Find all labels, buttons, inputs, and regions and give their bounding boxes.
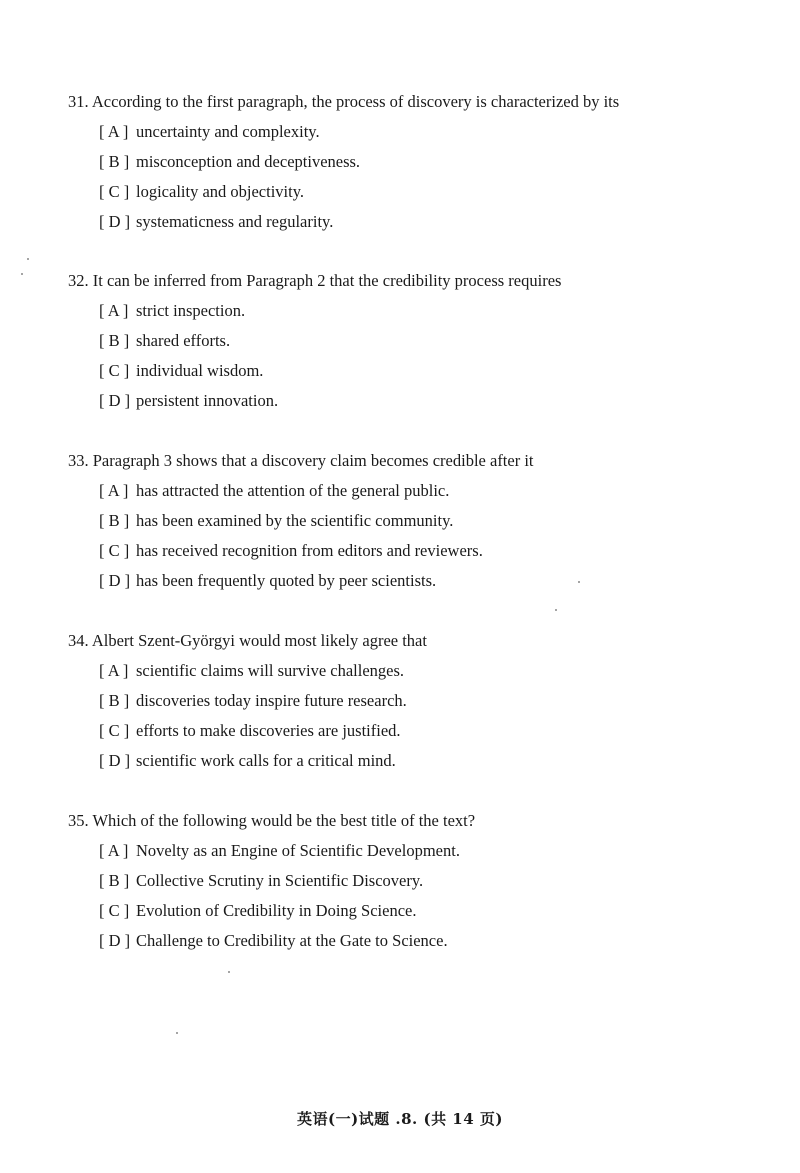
- option-a: [99, 481, 748, 501]
- option-letter: [ A ]: [99, 841, 129, 860]
- option-letter: [ A ]: [99, 301, 129, 320]
- question-31: [68, 92, 748, 242]
- question-34: [68, 631, 748, 781]
- question-32: [68, 271, 748, 421]
- option-list: [99, 122, 748, 232]
- option-text: scientific work calls for a critical mind.: [136, 751, 396, 770]
- scan-speck: [27, 258, 29, 260]
- option-text: Collective Scrutiny in Scientific Discovery.: [136, 871, 424, 890]
- option-text: has been frequently quoted by peer scientists.: [136, 571, 437, 590]
- option-letter: [ B ]: [99, 152, 130, 171]
- option-list: [99, 841, 748, 951]
- option-c: [99, 182, 748, 202]
- option-letter: [ B ]: [99, 871, 130, 890]
- option-letter: [ D ]: [99, 931, 131, 950]
- option-b: [99, 152, 748, 172]
- option-a: [99, 661, 748, 681]
- option-text: discoveries today inspire future research.: [136, 691, 407, 710]
- option-b: [99, 511, 748, 531]
- page-footer: 英语(一)试题 .8. (共 14 页): [296, 1110, 504, 1128]
- option-text: efforts to make discoveries are justified.: [136, 721, 401, 740]
- option-text: persistent innovation.: [136, 391, 279, 410]
- option-d: [99, 751, 748, 771]
- option-text: shared efforts.: [136, 331, 231, 350]
- option-text: individual wisdom.: [136, 361, 264, 380]
- option-list: [99, 481, 748, 591]
- option-text: Challenge to Credibility at the Gate to Science.: [136, 931, 448, 950]
- option-text: systematicness and regularity.: [136, 212, 334, 231]
- scan-speck: [228, 971, 230, 973]
- option-letter: [ C ]: [99, 182, 130, 201]
- option-letter: [ D ]: [99, 212, 131, 231]
- option-text: Evolution of Credibility in Doing Science.: [136, 901, 417, 920]
- question-stem: 33. Paragraph 3 shows that a discovery claim becomes credible after it: [68, 451, 534, 470]
- option-letter: [ B ]: [99, 691, 130, 710]
- option-list: [99, 661, 748, 771]
- option-c: [99, 361, 748, 381]
- option-text: logicality and objectivity.: [136, 182, 305, 201]
- option-list: [99, 301, 748, 411]
- option-text: Novelty as an Engine of Scientific Development.: [136, 841, 460, 860]
- option-letter: [ C ]: [99, 541, 130, 560]
- option-c: [99, 721, 748, 741]
- question-stem: 35. Which of the following would be the best title of the text?: [68, 811, 476, 830]
- option-d: [99, 391, 748, 411]
- option-b: [99, 331, 748, 351]
- question-stem: 34. Albert Szent-Györgyi would most likely agree that: [68, 631, 427, 650]
- option-d: [99, 931, 748, 951]
- option-text: has attracted the attention of the general public.: [136, 481, 450, 500]
- option-text: uncertainty and complexity.: [136, 122, 320, 141]
- option-letter: [ A ]: [99, 661, 129, 680]
- option-letter: [ B ]: [99, 331, 130, 350]
- option-text: has been examined by the scientific community.: [136, 511, 454, 530]
- scan-speck: [578, 581, 580, 583]
- question-35: [68, 811, 748, 961]
- option-text: misconception and deceptiveness.: [136, 152, 361, 171]
- option-letter: [ A ]: [99, 481, 129, 500]
- option-a: [99, 841, 748, 861]
- option-letter: [ C ]: [99, 721, 130, 740]
- option-letter: [ D ]: [99, 391, 131, 410]
- option-letter: [ D ]: [99, 571, 131, 590]
- option-b: [99, 871, 748, 891]
- scan-speck: [176, 1032, 178, 1034]
- option-letter: [ C ]: [99, 901, 130, 920]
- option-d: [99, 571, 748, 591]
- scan-speck: [555, 609, 557, 611]
- option-text: scientific claims will survive challenges.: [136, 661, 405, 680]
- option-letter: [ B ]: [99, 511, 130, 530]
- option-c: [99, 541, 748, 561]
- option-letter: [ A ]: [99, 122, 129, 141]
- option-letter: [ D ]: [99, 751, 131, 770]
- question-33: [68, 451, 748, 601]
- question-stem: 31. According to the first paragraph, the process of discovery is characterized by its: [68, 92, 620, 111]
- option-c: [99, 901, 748, 921]
- option-text: has received recognition from editors and reviewers.: [136, 541, 483, 560]
- option-text: strict inspection.: [136, 301, 246, 320]
- option-a: [99, 301, 748, 321]
- scan-speck: [21, 273, 23, 275]
- option-letter: [ C ]: [99, 361, 130, 380]
- question-stem: 32. It can be inferred from Paragraph 2 that the credibility process requires: [68, 271, 562, 290]
- option-d: [99, 212, 748, 232]
- option-a: [99, 122, 748, 142]
- option-b: [99, 691, 748, 711]
